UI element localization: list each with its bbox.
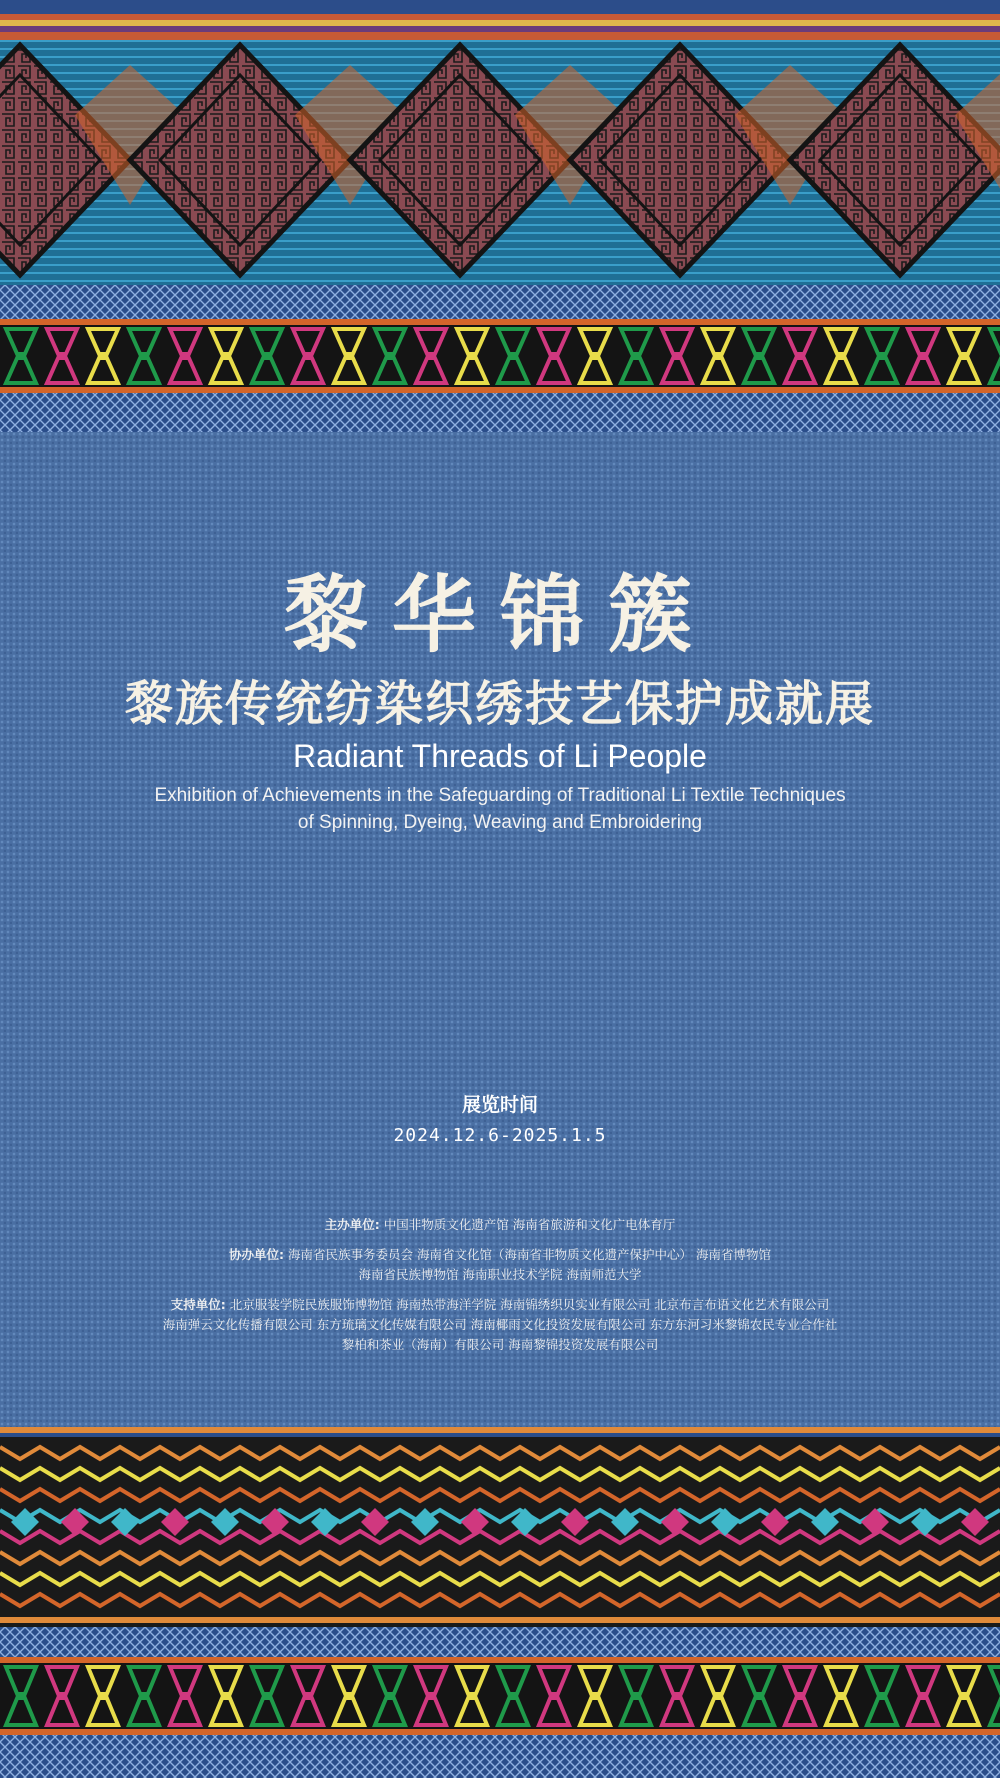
supporting-organizations — [0, 1295, 1000, 1355]
host-label: 主办单位: — [324, 1217, 380, 1232]
motif-center-dot — [960, 1692, 968, 1700]
main-title-chinese: 黎华锦簇 — [283, 565, 716, 664]
top-motif-brocade-band — [0, 285, 1000, 432]
co-organizers — [0, 1245, 1000, 1285]
subtitle-chinese: 黎族传统纺染织绣技艺保护成就展 — [124, 676, 875, 732]
motif-center-dot — [509, 352, 517, 360]
motif-center-dot — [837, 1692, 845, 1700]
motif-center-dot — [714, 1692, 722, 1700]
motif-center-dot — [550, 352, 558, 360]
motif-center-dot — [181, 1692, 189, 1700]
motif-center-dot — [17, 1692, 25, 1700]
motif-center-dot — [960, 352, 968, 360]
motif-center-dot — [550, 1692, 558, 1700]
bottom-zigzag-brocade-band — [0, 1427, 1000, 1627]
motif-center-dot — [17, 352, 25, 360]
motif-center-dot — [263, 1692, 271, 1700]
motif-center-dot — [673, 1692, 681, 1700]
bottom-zigzag-pattern — [0, 1427, 1000, 1627]
motif-center-dot — [386, 1692, 394, 1700]
motif-center-dot — [591, 1692, 599, 1700]
bottom-motif-pattern — [0, 1627, 1000, 1778]
support-text-3: 黎柏和茶业（海南）有限公司 海南黎锦投资发展有限公司 — [341, 1337, 659, 1352]
motif-center-dot — [468, 352, 476, 360]
motif-center-dot — [58, 352, 66, 360]
motif-center-dot — [140, 352, 148, 360]
exhibition-time-label: 展览时间 — [461, 1094, 538, 1116]
motif-center-dot — [632, 352, 640, 360]
motif-center-dot — [673, 352, 681, 360]
motif-center-dot — [837, 352, 845, 360]
motif-center-dot — [878, 1692, 886, 1700]
support-text-2: 海南弹云文化传播有限公司 东方琉璃文化传媒有限公司 海南椰雨文化投资发展有限公司 东方东河习米黎锦农民专业合作社 — [162, 1317, 838, 1332]
co-label: 协办单位: — [229, 1247, 285, 1262]
main-title-english: Radiant Threads of Li People — [293, 738, 707, 774]
host-organizers — [0, 1215, 1000, 1235]
motif-center-dot — [468, 1692, 476, 1700]
bottom-motif-brocade-band — [0, 1627, 1000, 1778]
motif-center-dot — [263, 352, 271, 360]
host-text: 中国非物质文化遗产馆 海南省旅游和文化广电体育厅 — [383, 1217, 676, 1232]
motif-center-dot — [427, 1692, 435, 1700]
motif-center-dot — [222, 1692, 230, 1700]
motif-center-dot — [509, 1692, 517, 1700]
motif-center-dot — [222, 352, 230, 360]
subtitle-english-line-2: of Spinning, Dyeing, Weaving and Embroidering — [297, 812, 703, 833]
co-text-2: 海南省民族博物馆 海南职业技术学院 海南师范大学 — [358, 1267, 642, 1282]
motif-center-dot — [99, 1692, 107, 1700]
top-motif-pattern — [0, 285, 1000, 432]
motif-center-dot — [304, 1692, 312, 1700]
motif-center-dot — [632, 1692, 640, 1700]
support-text-1: 北京服装学院民族服饰博物馆 海南热带海洋学院 海南锦绣织贝实业有限公司 北京布言布语文化艺术有限公司 — [229, 1297, 830, 1312]
subtitle-english-line-1: Exhibition of Achievements in the Safeguarding of Traditional Li Textile Techniques — [154, 785, 846, 806]
motif-center-dot — [58, 1692, 66, 1700]
motif-center-dot — [878, 352, 886, 360]
motif-center-dot — [99, 352, 107, 360]
motif-center-dot — [796, 352, 804, 360]
support-label: 支持单位: — [170, 1297, 226, 1312]
motif-center-dot — [304, 352, 312, 360]
motif-center-dot — [140, 1692, 148, 1700]
motif-center-dot — [345, 1692, 353, 1700]
motif-center-dot — [427, 352, 435, 360]
subtitle-english — [0, 782, 1000, 836]
motif-center-dot — [919, 1692, 927, 1700]
motif-center-dot — [591, 352, 599, 360]
top-diamond-pattern — [0, 0, 1000, 285]
motif-center-dot — [755, 352, 763, 360]
motif-center-dot — [796, 1692, 804, 1700]
exhibition-dates: 2024.12.6-2025.1.5 — [393, 1125, 607, 1146]
co-text-1: 海南省民族事务委员会 海南省文化馆（海南省非物质文化遗产保护中心） 海南省博物馆 — [288, 1247, 771, 1262]
motif-center-dot — [919, 352, 927, 360]
credits-block — [0, 1215, 1000, 1365]
motif-center-dot — [181, 352, 189, 360]
motif-center-dot — [755, 1692, 763, 1700]
motif-center-dot — [386, 352, 394, 360]
motif-center-dot — [345, 352, 353, 360]
top-diamond-brocade-band — [0, 0, 1000, 285]
motif-center-dot — [714, 352, 722, 360]
